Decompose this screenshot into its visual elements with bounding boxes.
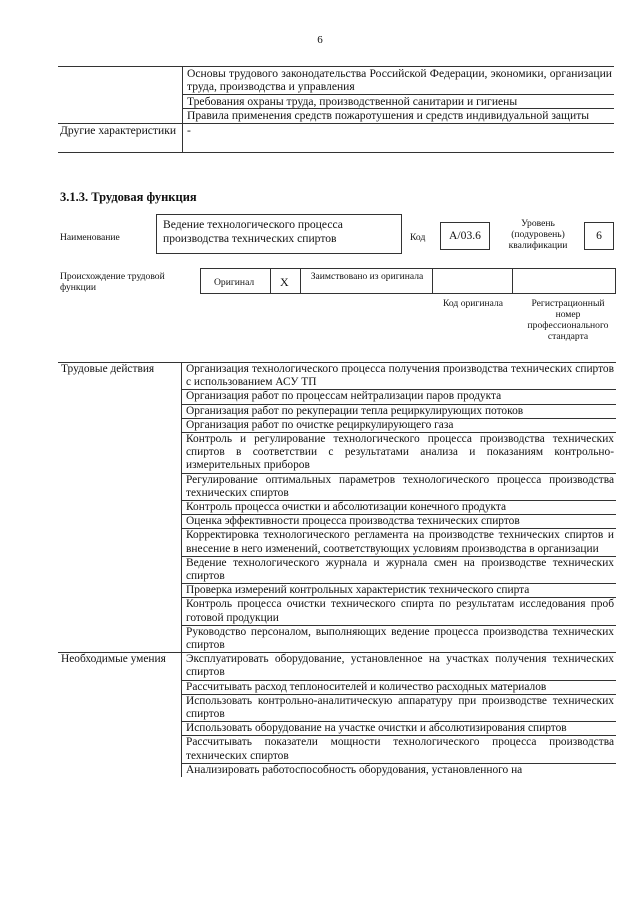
table-row [58, 363, 616, 390]
table-cell-label: Другие характеристики [58, 123, 183, 152]
group-label: Необходимые умения [58, 653, 182, 680]
item-text: Руководство персоналом, выполняющих ведение процесса производства технических спиртов [182, 625, 617, 652]
table-cell-label [58, 67, 183, 95]
table-row [58, 390, 616, 404]
table-row [58, 584, 616, 598]
table-cell-label [58, 94, 183, 108]
function-name-value: Ведение технологического процесса производства технических спиртов [163, 218, 343, 245]
table-row [58, 722, 616, 736]
group-label [58, 722, 182, 736]
name-label: Наименование [60, 232, 120, 243]
item-text: Регулирование оптимальных параметров технологического процесса производства технических спиртов [182, 473, 617, 500]
code-label: Код [410, 232, 426, 243]
group-label [58, 418, 182, 432]
table-row [58, 694, 616, 721]
table-cell-text: Правила применения средств пожаротушения и средств индивидуальной защиты [183, 109, 615, 123]
table-row [58, 763, 616, 777]
item-text: Оценка эффективности процесса производства технических спиртов [182, 515, 617, 529]
section-title: 3.1.3. Трудовая функция [60, 190, 197, 204]
table-row [58, 529, 616, 556]
item-text: Организация технологического процесса получения производства технических спиртов с использованием АСУ ТП [182, 363, 617, 390]
original-mark: X [280, 275, 289, 289]
item-text: Контроль процесса очистки и абсолютизации конечного продукта [182, 501, 617, 515]
group-label [58, 694, 182, 721]
table-cell-text: - [183, 123, 615, 152]
group-label [58, 529, 182, 556]
table-cell-text: Требования охраны труда, производственной санитарии и гигиены [183, 94, 615, 108]
item-text: Рассчитывать расход теплоносителей и количество расходных материалов [182, 680, 617, 694]
item-text: Организация работ по очистке рециркулирующего газа [182, 418, 617, 432]
code-original-label: Код оригинала [442, 298, 504, 309]
group-label [58, 556, 182, 583]
table-row [58, 556, 616, 583]
page-number: 6 [317, 34, 323, 46]
group-label: Трудовые действия [58, 363, 182, 390]
origin-divider [270, 268, 271, 294]
labor-actions-table [58, 362, 616, 777]
item-text: Использовать оборудование на участке очистки и абсолютизирования спиртов [182, 722, 617, 736]
item-text: Организация работ по процессам нейтрализации паров продукта [182, 390, 617, 404]
table-row [58, 653, 616, 680]
item-text: Контроль процесса очистки технического спирта по результатам исследования проб готовой продукции [182, 598, 617, 625]
original-label: Оригинал [214, 277, 255, 288]
table-row [58, 501, 616, 515]
group-label [58, 473, 182, 500]
origin-label: Происхождение трудовой функции [60, 271, 165, 293]
table-row [58, 625, 616, 652]
table-cell-label [58, 109, 183, 123]
group-label [58, 584, 182, 598]
table-row [58, 418, 616, 432]
function-name-box [156, 214, 402, 254]
level-box [584, 222, 614, 250]
group-label [58, 680, 182, 694]
item-text: Ведение технологического журнала и журнала смен на производстве технических спиртов [182, 556, 617, 583]
group-label [58, 763, 182, 777]
table-row [58, 404, 616, 418]
table-row [58, 598, 616, 625]
code-box [440, 222, 490, 250]
group-label [58, 433, 182, 474]
code-value: A/03.6 [449, 229, 481, 242]
table-row [58, 515, 616, 529]
origin-divider [432, 268, 433, 294]
table-row [58, 433, 616, 474]
item-text: Организация работ по рекуперации тепла рециркулирующих потоков [182, 404, 617, 418]
group-label [58, 598, 182, 625]
item-text: Корректировка технологического регламента на производстве технических спиртов и внесение в него изменений, соответствующих условиям производства в организации [182, 529, 617, 556]
item-text: Рассчитывать показатели мощности технологического процесса производства технических спиртов [182, 736, 617, 763]
item-text: Контроль и регулирование технологического процесса производства технических спиртов в соответствии с результатами анализа и показаниям контрольно-измерительных приборов [182, 433, 617, 474]
origin-divider [300, 268, 301, 294]
item-text: Проверка измерений контрольных характеристик технического спирта [182, 584, 617, 598]
group-label [58, 736, 182, 763]
borrowed-label: Заимствовано из оригинала [310, 271, 424, 282]
group-label [58, 404, 182, 418]
reg-number-label: Регистрационный номер профессионального стандарта [527, 298, 609, 342]
table-cell-text: Основы трудового законодательства Российской Федерации, экономики, организации труда, производства и управления [183, 67, 615, 95]
level-value: 6 [596, 229, 602, 242]
group-label [58, 501, 182, 515]
table-row [58, 473, 616, 500]
group-label [58, 515, 182, 529]
level-label: Уровень (подуровень) квалификации [508, 218, 568, 251]
group-label [58, 625, 182, 652]
origin-divider [512, 268, 513, 294]
knowledge-table [58, 66, 614, 153]
table-row [58, 680, 616, 694]
table-row [58, 736, 616, 763]
group-label [58, 390, 182, 404]
item-text: Использовать контрольно-аналитическую аппаратуру при производстве технических спиртов [182, 694, 617, 721]
item-text: Анализировать работоспособность оборудования, установленного на [182, 763, 617, 777]
item-text: Эксплуатировать оборудование, установленное на участках получения технических спиртов [182, 653, 617, 680]
